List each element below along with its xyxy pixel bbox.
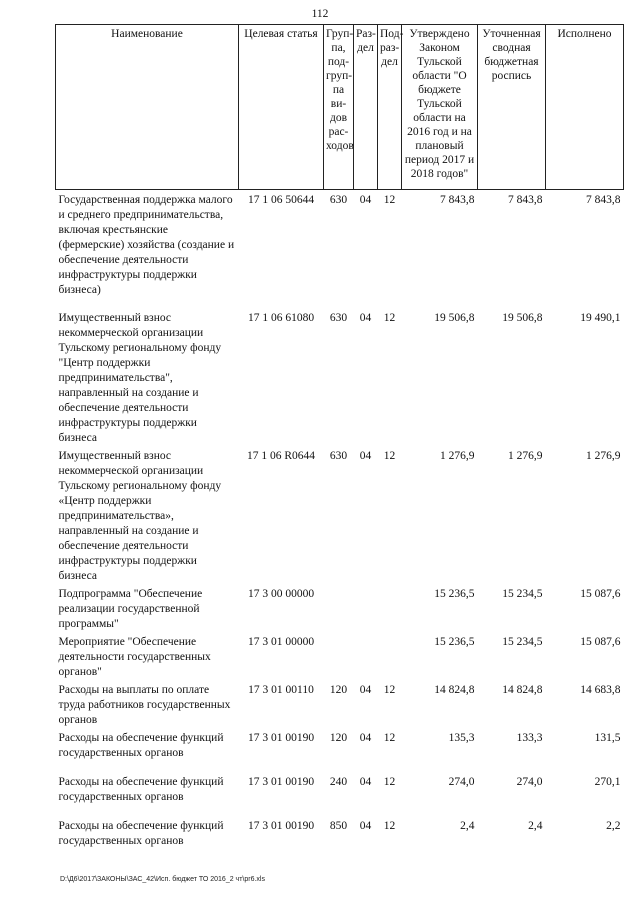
row-executed: 1 276,9 [586, 449, 621, 462]
row-subsection: 12 [383, 819, 396, 832]
row-section: 04 [359, 731, 372, 744]
table-row [56, 632, 624, 680]
header-subsection: Под-раз-дел [378, 25, 402, 190]
row-group [324, 584, 354, 632]
table-row [56, 728, 624, 772]
row-approved: 135,3 [448, 731, 475, 744]
row-refined: 1 276,9 [508, 449, 543, 462]
header-name: Наименование [56, 25, 239, 190]
row-refined: 15 234,5 [502, 587, 543, 600]
row-approved: 274,0 [448, 775, 475, 788]
row-refined: 19 506,8 [502, 311, 543, 324]
table-row [56, 446, 624, 584]
row-group [324, 632, 354, 680]
row-executed: 14 683,8 [580, 683, 621, 696]
table-row [56, 308, 624, 446]
row-executed: 15 087,6 [580, 587, 621, 600]
row-refined: 14 824,8 [502, 683, 543, 696]
header-target: Целевая статья [239, 25, 324, 190]
budget-table [55, 24, 624, 856]
row-approved: 1 276,9 [440, 449, 475, 462]
row-code: 17 1 06 61080 [247, 311, 315, 324]
row-executed: 270,1 [594, 775, 621, 788]
row-section: 04 [359, 819, 372, 832]
row-section [354, 632, 378, 680]
row-subsection: 12 [383, 194, 396, 206]
header-approved: Утверждено Законом Тульской области "О бюджете Тульской области на 2016 год и на плановый период 2017 и 2018 годов" [402, 25, 478, 190]
row-approved: 15 236,5 [434, 635, 475, 648]
row-executed: 2,2 [606, 819, 621, 832]
row-subsection: 12 [383, 683, 396, 696]
header-group: Груп-па, под-груп-па ви-дов рас-ходов [324, 25, 354, 190]
row-name: Расходы на обеспечение функций государственных органов [58, 775, 224, 803]
row-group: 120 [329, 683, 348, 696]
row-executed: 131,5 [594, 731, 621, 744]
row-subsection: 12 [383, 311, 396, 324]
row-group: 630 [329, 449, 348, 462]
row-code: 17 3 00 00000 [247, 587, 315, 600]
row-section: 04 [359, 194, 372, 206]
row-group: 630 [329, 194, 348, 206]
row-group: 120 [329, 731, 348, 744]
row-name: Расходы на обеспечение функций государственных органов [58, 819, 224, 847]
row-group: 240 [329, 775, 348, 788]
row-approved: 2,4 [460, 819, 475, 832]
header-section: Раз-дел [354, 25, 378, 190]
row-name: Имущественный взнос некоммерческой организации Тульскому региональному фонду «Центр поддержки предпринимательства», направленный на создание и обеспечение деятельности инфраструктуры поддержки бизнеса [58, 449, 222, 582]
row-code: 17 3 01 00190 [247, 731, 315, 744]
row-approved: 15 236,5 [434, 587, 475, 600]
row-code: 17 3 01 00110 [248, 683, 314, 696]
row-section: 04 [359, 775, 372, 788]
row-refined: 15 234,5 [502, 635, 543, 648]
row-code: 17 3 01 00190 [247, 819, 315, 832]
row-refined: 2,4 [528, 819, 543, 832]
row-section: 04 [359, 449, 372, 462]
row-executed: 19 490,1 [580, 311, 621, 324]
row-group: 630 [329, 311, 348, 324]
row-name: Имущественный взнос некоммерческой организации Тульскому региональному фонду "Центр поддержки предпринимательства", направленный на создание и обеспечение деятельности инфраструктуры поддержки бизнеса [58, 311, 222, 444]
row-approved: 19 506,8 [434, 311, 475, 324]
row-subsection [378, 632, 402, 680]
row-section: 04 [359, 311, 372, 324]
page-number: 112 [311, 8, 329, 20]
row-name: Подпрограмма "Обеспечение реализации государственной программы" [58, 587, 203, 630]
row-subsection: 12 [383, 775, 396, 788]
row-section: 04 [359, 683, 372, 696]
table-row [56, 584, 624, 632]
row-subsection: 12 [383, 731, 396, 744]
row-name: Мероприятие "Обеспечение деятельности государственных органов" [58, 635, 211, 678]
row-group: 850 [329, 819, 348, 832]
row-name: Расходы на обеспечение функций государственных органов [58, 731, 224, 759]
row-code: 17 1 06 R0644 [246, 449, 316, 462]
table-row [56, 190, 624, 308]
table-row [56, 816, 624, 856]
row-refined: 133,3 [516, 731, 543, 744]
row-name: Расходы на выплаты по оплате труда работников государственных органов [58, 683, 231, 726]
row-executed: 15 087,6 [580, 635, 621, 648]
row-subsection: 12 [383, 449, 396, 462]
row-approved: 7 843,8 [440, 194, 475, 206]
file-path-footer: D:\Д6\2017\ЗАКОНЫ\ЗАС_42\Исп. бюджет ТО 2016_2 чт\pr6.xls [60, 876, 265, 883]
row-code: 17 1 06 50644 [247, 194, 315, 206]
row-code: 17 3 01 00000 [247, 635, 315, 648]
table-row [56, 772, 624, 816]
header-executed: Исполнено [546, 25, 624, 190]
row-refined: 7 843,8 [508, 194, 543, 206]
row-refined: 274,0 [516, 775, 543, 788]
row-section [354, 584, 378, 632]
row-approved: 14 824,8 [434, 683, 475, 696]
header-refined: Уточненная сводная бюджетная роспись [478, 25, 546, 190]
row-executed: 7 843,8 [586, 194, 621, 206]
row-subsection [378, 584, 402, 632]
row-name: Государственная поддержка малого и среднего предпринимательства, включая крестьянские (фермерские) хозяйства (создание и обеспечение деятельности инфраструктуры поддержки бизнеса) [58, 194, 235, 296]
table-header-row [56, 25, 624, 190]
table-row [56, 680, 624, 728]
row-code: 17 3 01 00190 [247, 775, 315, 788]
